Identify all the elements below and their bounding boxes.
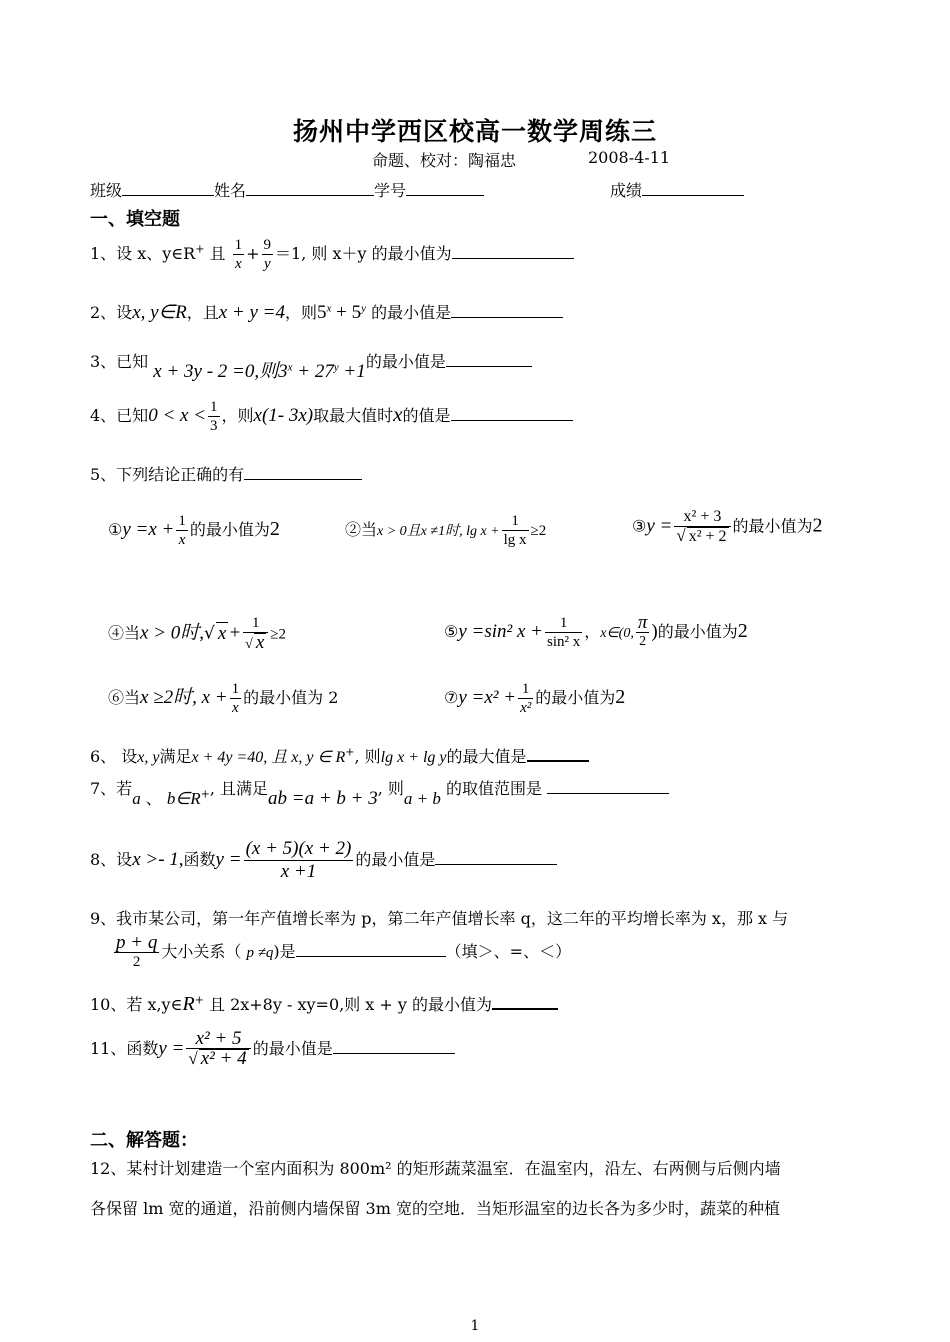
page-number: 1 <box>470 1318 480 1334</box>
answer-blank-8[interactable] <box>435 848 557 865</box>
question-5: 5、下列结论正确的有 <box>90 462 362 485</box>
question-9-line-2: $\frac{p + q}{2}$ 大小关系（ p ≠q)是 （填＞、=、＜） <box>116 932 572 970</box>
question-1: 1、设 x、y∈R+ 且 $\frac{1}{x}$ + $\frac{9}{y}$ ＝1, 则 x＋y 的最小值为 <box>90 236 574 273</box>
page-title: 扬州中学西区校高一数学周练三 <box>292 117 657 146</box>
answer-blank-9[interactable] <box>296 940 446 957</box>
student-info-row <box>90 178 484 201</box>
id-label: 学号 <box>374 181 407 200</box>
class-field[interactable] <box>122 179 214 196</box>
question-3: 3、已知 x + 3y - 2 =0,则$3^x + 27^y +1$的最小值是 <box>90 346 532 373</box>
section-solve-heading: 二、解答题： <box>90 1130 198 1151</box>
question-6: 6、 设x, y满足x + 4y =40, 且 x, y ∈ R+, 则lg x + lg y的最大值是 <box>90 744 589 767</box>
answer-blank-2[interactable] <box>451 301 563 318</box>
score-row <box>610 178 744 201</box>
option-1: ①y =x + $\frac{1}{x}$ 的最小值为2 <box>108 513 280 548</box>
score-field[interactable] <box>642 179 744 196</box>
question-2: 2、设x, y∈R，且x + y =4，则$5^x + 5^y$ 的最小值是 <box>90 300 563 324</box>
score-label: 成绩 <box>610 181 643 200</box>
question-12-line-1: 12、某村计划建造一个室内面积为 800m² 的矩形蔬菜温室．在温室内，沿左、右两侧与后侧内墙 <box>90 1159 781 1178</box>
option-7: ⑦y =x² + $\frac{1}{\text{x²}}$ 的最小值为2 <box>444 681 626 716</box>
section-fill-heading: 一、填空题 <box>90 209 180 230</box>
answer-blank-3[interactable] <box>446 350 532 367</box>
question-7: 7、若a 、 b∈R+, 且满足ab =a + b + 3, 则a + b 的取值范围是 <box>90 776 669 800</box>
name-label: 姓名 <box>214 181 247 200</box>
class-label: 班级 <box>90 181 123 200</box>
answer-blank-6[interactable] <box>527 744 589 762</box>
question-12-line-2: 各保留 lm 宽的通道，沿前侧内墙保留 3m 宽的空地．当矩形温室的边长各为多少时，蔬菜的种植 <box>90 1199 780 1218</box>
name-field[interactable] <box>246 179 374 196</box>
answer-blank-7[interactable] <box>547 777 669 794</box>
author-line: 命题、校对：陶福忠 <box>372 151 517 170</box>
answer-blank-5[interactable] <box>244 463 362 480</box>
option-5: ⑤y =sin² x + $\frac{1}{\text{sin² x}}$ ，x∈(0, $\frac{\pi}{2}$ )的最小值为2 <box>444 612 748 650</box>
option-4: ④当x > 0时,√ x + $\frac{1}{√ x}$ ≥2 <box>108 615 286 653</box>
question-9-line-1: 9、我市某公司，第一年产值增长率为 p，第二年产值增长率 q，这二年的平均增长率为 x，那 x 与 <box>90 909 789 928</box>
option-6: ⑥当x ≥2时, x + $\frac{1}{x}$ 的最小值为 2 <box>108 681 339 716</box>
question-8: 8、设x >- 1,函数y = $\frac{(x + 5)(x + 2)}{x +1}$ 的最小值是 <box>90 838 557 883</box>
date: 2008-4-11 <box>588 148 671 167</box>
id-field[interactable] <box>406 179 484 196</box>
answer-blank-11[interactable] <box>333 1037 455 1054</box>
option-2: ②当x > 0且x ≠1时, lg x + $\frac{1}{\text{lg x}}$ ≥2 <box>345 513 547 548</box>
question-11: 11、函数y = $\frac{\text{x² + 5}}{\text{√ x² + 4}}$ 的最小值是 <box>90 1030 455 1069</box>
answer-blank-4[interactable] <box>451 404 573 421</box>
option-3: ③y = $\frac{\text{x² + 3}}{\text{√ x² + 2}}$ 的最小值为2 <box>632 508 823 545</box>
question-4: 4、已知0 < x < $\frac{1}{3}$ ，则x(1- 3x)取最大值时x的值是 <box>90 398 573 435</box>
answer-blank-10[interactable] <box>492 992 558 1010</box>
answer-blank-1[interactable] <box>452 242 574 259</box>
question-10: 10、若 x,y∈R+ 且 2x+8y - xy=0,则 x + y 的最小值为 <box>90 992 558 1016</box>
